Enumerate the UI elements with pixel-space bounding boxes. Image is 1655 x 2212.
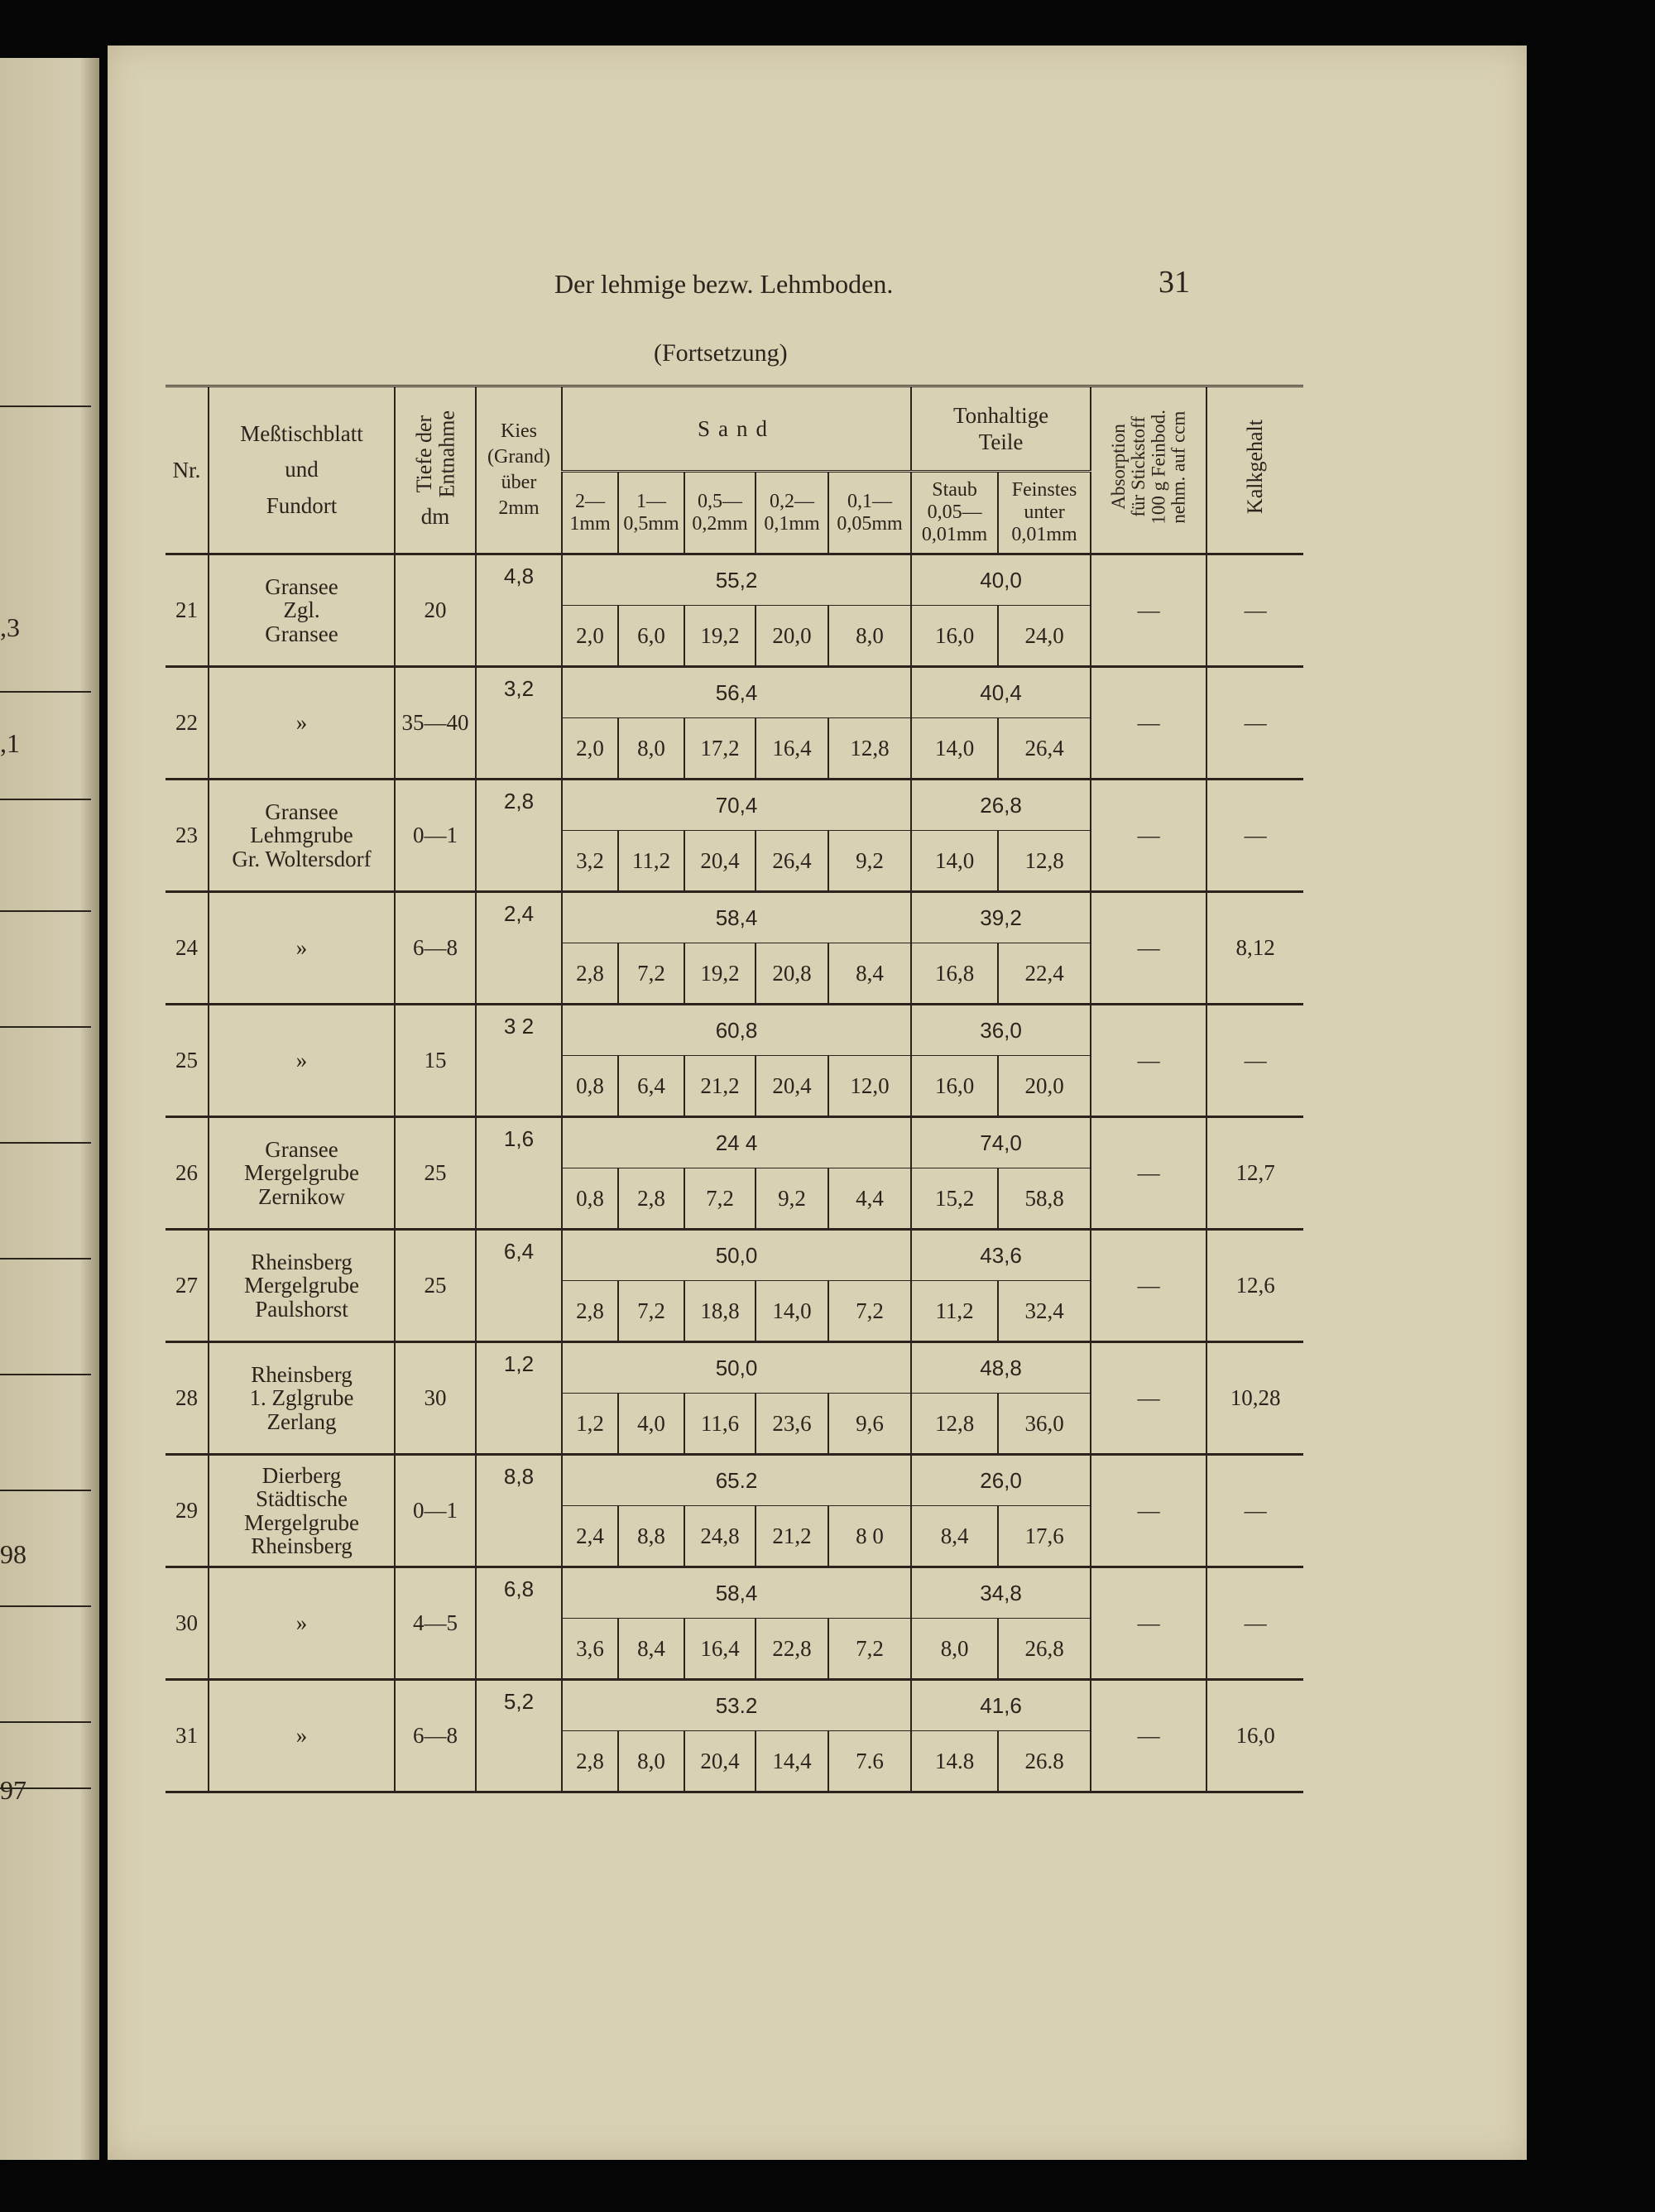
row-sand-fraction: 21,2 — [756, 1506, 828, 1567]
row-ton-total: 40,4 — [911, 667, 1091, 718]
row-place: Rheinsberg 1. Zglgrube Zerlang — [209, 1342, 395, 1455]
row-depth: 0—1 — [395, 1455, 476, 1567]
header-sand-size: 2— 1mm — [562, 472, 618, 554]
row-absorption: — — [1091, 1680, 1206, 1792]
row-nr: 27 — [166, 1230, 209, 1342]
row-sand-fraction: 4,4 — [828, 1168, 911, 1230]
row-sand-fraction: 7,2 — [618, 943, 684, 1005]
table-body — [166, 554, 1303, 1792]
row-sand-fraction: 0,8 — [562, 1168, 618, 1230]
row-place: Gransee Lehmgrube Gr. Woltersdorf — [209, 780, 395, 892]
row-sand-fraction: 9,2 — [828, 831, 911, 892]
soil-analysis-table — [166, 385, 1303, 1793]
row-sand-total: 53.2 — [562, 1680, 911, 1731]
row-ton-total: 26,0 — [911, 1455, 1091, 1506]
row-sand-fraction: 6,0 — [618, 606, 684, 667]
row-place: Rheinsberg Mergelgrube Paulshorst — [209, 1230, 395, 1342]
table-row-totals — [166, 892, 1303, 943]
continuation-note: (Fortsetzung) — [654, 339, 788, 367]
table-row-totals — [166, 1005, 1303, 1056]
header-sand-size: 0,2— 0,1mm — [756, 472, 828, 554]
row-ton-fraction: 36,0 — [998, 1394, 1091, 1455]
row-ton-fraction: 16,0 — [911, 606, 998, 667]
row-sand-fraction: 3,6 — [562, 1619, 618, 1680]
row-kalk: 10,28 — [1206, 1342, 1303, 1455]
page-header — [108, 265, 1527, 310]
row-sand-fraction: 19,2 — [684, 943, 756, 1005]
row-sand-fraction: 26,4 — [756, 831, 828, 892]
left-page-value: 97 — [0, 1775, 26, 1805]
row-sand-fraction: 2,4 — [562, 1506, 618, 1567]
row-place: » — [209, 1680, 395, 1792]
row-sand-fraction: 11,2 — [618, 831, 684, 892]
row-nr: 25 — [166, 1005, 209, 1117]
header-nr: Nr. — [166, 386, 209, 554]
row-nr: 26 — [166, 1117, 209, 1230]
row-sand-fraction: 20,4 — [684, 1731, 756, 1792]
row-sand-total: 55,2 — [562, 554, 911, 606]
table-row-totals — [166, 667, 1303, 718]
row-place: Gransee Mergelgrube Zernikow — [209, 1117, 395, 1230]
row-kalk: — — [1206, 554, 1303, 667]
row-ton-fraction: 26.8 — [998, 1731, 1091, 1792]
row-sand-fraction: 7,2 — [828, 1281, 911, 1342]
row-sand-fraction: 9,2 — [756, 1168, 828, 1230]
table-row-totals — [166, 1230, 1303, 1281]
table-row-totals — [166, 1117, 1303, 1168]
row-ton-fraction: 12,8 — [998, 831, 1091, 892]
row-sand-fraction: 24,8 — [684, 1506, 756, 1567]
row-ton-fraction: 58,8 — [998, 1168, 1091, 1230]
left-page-value: ,3 — [0, 612, 20, 642]
table-row-totals — [166, 1342, 1303, 1394]
row-absorption: — — [1091, 1455, 1206, 1567]
row-kies: 4,8 — [476, 554, 562, 667]
table-row-totals — [166, 554, 1303, 606]
rule — [0, 1605, 91, 1607]
row-kies: 3,2 — [476, 667, 562, 780]
row-sand-fraction: 2,0 — [562, 718, 618, 780]
row-sand-total: 60,8 — [562, 1005, 911, 1056]
row-ton-total: 40,0 — [911, 554, 1091, 606]
rule — [0, 1142, 91, 1144]
row-ton-total: 36,0 — [911, 1005, 1091, 1056]
left-page-value: 98 — [0, 1539, 26, 1569]
row-ton-total: 39,2 — [911, 892, 1091, 943]
row-ton-fraction: 26,8 — [998, 1619, 1091, 1680]
left-page-edge — [0, 58, 99, 2160]
row-ton-fraction: 14,0 — [911, 718, 998, 780]
row-kies: 6,4 — [476, 1230, 562, 1342]
row-kies: 1,2 — [476, 1342, 562, 1455]
header-absorption: Absorption für Stickstoff 100 g Feinbod. nehm. auf ccm — [1091, 386, 1206, 554]
row-sand-fraction: 2,8 — [618, 1168, 684, 1230]
row-ton-total: 26,8 — [911, 780, 1091, 831]
rule — [0, 799, 91, 800]
row-sand-fraction: 18,8 — [684, 1281, 756, 1342]
row-ton-fraction: 24,0 — [998, 606, 1091, 667]
row-sand-fraction: 8,0 — [618, 1731, 684, 1792]
table-row-totals — [166, 1680, 1303, 1731]
header-place: Meßtischblatt und Fundort — [209, 386, 395, 554]
row-ton-fraction: 15,2 — [911, 1168, 998, 1230]
row-ton-fraction: 26,4 — [998, 718, 1091, 780]
row-ton-fraction: 32,4 — [998, 1281, 1091, 1342]
row-sand-fraction: 2,8 — [562, 1731, 618, 1792]
row-depth: 25 — [395, 1117, 476, 1230]
row-sand-fraction: 4,0 — [618, 1394, 684, 1455]
table-row-totals — [166, 1455, 1303, 1506]
header-sand-size: 0,5— 0,2mm — [684, 472, 756, 554]
row-sand-fraction: 8 0 — [828, 1506, 911, 1567]
row-absorption: — — [1091, 892, 1206, 1005]
rule — [0, 1374, 91, 1375]
row-sand-fraction: 20,4 — [756, 1056, 828, 1117]
row-absorption: — — [1091, 667, 1206, 780]
row-sand-fraction: 0,8 — [562, 1056, 618, 1117]
row-sand-fraction: 17,2 — [684, 718, 756, 780]
row-sand-fraction: 7,2 — [618, 1281, 684, 1342]
row-absorption: — — [1091, 1567, 1206, 1680]
row-kalk: 12,6 — [1206, 1230, 1303, 1342]
row-absorption: — — [1091, 1342, 1206, 1455]
row-depth: 6—8 — [395, 1680, 476, 1792]
row-sand-fraction: 2,8 — [562, 943, 618, 1005]
row-sand-fraction: 12,8 — [828, 718, 911, 780]
row-ton-fraction: 11,2 — [911, 1281, 998, 1342]
row-nr: 24 — [166, 892, 209, 1005]
row-absorption: — — [1091, 1005, 1206, 1117]
row-nr: 22 — [166, 667, 209, 780]
row-sand-fraction: 8,4 — [618, 1619, 684, 1680]
header-sand-size: 1— 0,5mm — [618, 472, 684, 554]
row-sand-total: 65.2 — [562, 1455, 911, 1506]
row-sand-total: 58,4 — [562, 892, 911, 943]
row-sand-fraction: 21,2 — [684, 1056, 756, 1117]
rule — [0, 1258, 91, 1260]
rule — [0, 1026, 91, 1028]
row-place: » — [209, 892, 395, 1005]
row-sand-total: 58,4 — [562, 1567, 911, 1619]
row-ton-fraction: 20,0 — [998, 1056, 1091, 1117]
row-place: » — [209, 667, 395, 780]
row-sand-fraction: 20,0 — [756, 606, 828, 667]
running-title: Der lehmige bezw. Lehmboden. — [554, 269, 894, 299]
row-sand-fraction: 9,6 — [828, 1394, 911, 1455]
row-ton-total: 41,6 — [911, 1680, 1091, 1731]
row-sand-fraction: 14,4 — [756, 1731, 828, 1792]
header-kies: Kies (Grand) über 2mm — [476, 386, 562, 554]
header-kalk: Kalkgehalt — [1206, 386, 1303, 554]
row-sand-total: 50,0 — [562, 1230, 911, 1281]
page-number: 31 — [1158, 265, 1190, 300]
row-kalk: — — [1206, 780, 1303, 892]
row-kies: 2,4 — [476, 892, 562, 1005]
row-nr: 28 — [166, 1342, 209, 1455]
row-sand-fraction: 1,2 — [562, 1394, 618, 1455]
row-kies: 8,8 — [476, 1455, 562, 1567]
row-kies: 5,2 — [476, 1680, 562, 1792]
header-ton-size: Feinstes unter 0,01mm — [998, 472, 1091, 554]
row-kies: 2,8 — [476, 780, 562, 892]
row-ton-fraction: 8,0 — [911, 1619, 998, 1680]
row-kalk: — — [1206, 1455, 1303, 1567]
row-kies: 1,6 — [476, 1117, 562, 1230]
row-sand-fraction: 7.6 — [828, 1731, 911, 1792]
row-kies: 3 2 — [476, 1005, 562, 1117]
row-kies: 6,8 — [476, 1567, 562, 1680]
row-sand-fraction: 2,0 — [562, 606, 618, 667]
row-kalk: — — [1206, 667, 1303, 780]
row-sand-fraction: 16,4 — [756, 718, 828, 780]
header-sand-size: 0,1— 0,05mm — [828, 472, 911, 554]
row-place: » — [209, 1005, 395, 1117]
row-sand-fraction: 7,2 — [684, 1168, 756, 1230]
row-depth: 30 — [395, 1342, 476, 1455]
table-row-totals — [166, 780, 1303, 831]
row-ton-total: 74,0 — [911, 1117, 1091, 1168]
row-sand-fraction: 14,0 — [756, 1281, 828, 1342]
rule — [0, 910, 91, 912]
row-sand-fraction: 2,8 — [562, 1281, 618, 1342]
row-sand-fraction: 3,2 — [562, 831, 618, 892]
row-ton-fraction: 16,8 — [911, 943, 998, 1005]
book-page — [108, 46, 1527, 2160]
row-depth: 0—1 — [395, 780, 476, 892]
rule — [0, 1721, 91, 1723]
header-sand: Sand — [562, 386, 911, 472]
row-sand-fraction: 20,8 — [756, 943, 828, 1005]
row-sand-fraction: 6,4 — [618, 1056, 684, 1117]
row-sand-total: 70,4 — [562, 780, 911, 831]
row-ton-fraction: 17,6 — [998, 1506, 1091, 1567]
row-depth: 4—5 — [395, 1567, 476, 1680]
header-ton-size: Staub 0,05— 0,01mm — [911, 472, 998, 554]
row-ton-fraction: 12,8 — [911, 1394, 998, 1455]
row-ton-total: 48,8 — [911, 1342, 1091, 1394]
row-ton-fraction: 16,0 — [911, 1056, 998, 1117]
row-sand-fraction: 8,8 — [618, 1506, 684, 1567]
row-sand-fraction: 19,2 — [684, 606, 756, 667]
table-row-totals — [166, 1567, 1303, 1619]
row-sand-fraction: 8,0 — [828, 606, 911, 667]
header-depth: Tiefe der Entnahme dm — [395, 386, 476, 554]
row-ton-fraction: 22,4 — [998, 943, 1091, 1005]
row-sand-total: 24 4 — [562, 1117, 911, 1168]
row-kalk: 12,7 — [1206, 1117, 1303, 1230]
row-place: » — [209, 1567, 395, 1680]
row-sand-fraction: 8,4 — [828, 943, 911, 1005]
row-sand-fraction: 11,6 — [684, 1394, 756, 1455]
row-depth: 35—40 — [395, 667, 476, 780]
row-sand-fraction: 16,4 — [684, 1619, 756, 1680]
row-sand-total: 50,0 — [562, 1342, 911, 1394]
row-ton-fraction: 14,0 — [911, 831, 998, 892]
row-depth: 20 — [395, 554, 476, 667]
left-page-value: ,1 — [0, 728, 20, 758]
row-kalk: — — [1206, 1005, 1303, 1117]
row-kalk: 8,12 — [1206, 892, 1303, 1005]
row-depth: 6—8 — [395, 892, 476, 1005]
row-kalk: — — [1206, 1567, 1303, 1680]
row-absorption: — — [1091, 554, 1206, 667]
row-sand-fraction: 20,4 — [684, 831, 756, 892]
row-nr: 23 — [166, 780, 209, 892]
row-depth: 15 — [395, 1005, 476, 1117]
row-ton-total: 34,8 — [911, 1567, 1091, 1619]
rule — [0, 691, 91, 693]
row-absorption: — — [1091, 780, 1206, 892]
row-nr: 31 — [166, 1680, 209, 1792]
row-place: Gransee Zgl. Gransee — [209, 554, 395, 667]
row-place: Dierberg Städtische Mergelgrube Rheinsberg — [209, 1455, 395, 1567]
row-nr: 21 — [166, 554, 209, 667]
row-nr: 29 — [166, 1455, 209, 1567]
row-sand-fraction: 8,0 — [618, 718, 684, 780]
row-ton-fraction: 8,4 — [911, 1506, 998, 1567]
row-sand-fraction: 22,8 — [756, 1619, 828, 1680]
header-ton: Tonhaltige Teile — [911, 386, 1091, 472]
rule — [0, 1490, 91, 1491]
row-sand-fraction: 7,2 — [828, 1619, 911, 1680]
row-ton-fraction: 14.8 — [911, 1731, 998, 1792]
row-sand-fraction: 12,0 — [828, 1056, 911, 1117]
row-sand-total: 56,4 — [562, 667, 911, 718]
row-kalk: 16,0 — [1206, 1680, 1303, 1792]
row-sand-fraction: 23,6 — [756, 1394, 828, 1455]
row-absorption: — — [1091, 1230, 1206, 1342]
row-ton-total: 43,6 — [911, 1230, 1091, 1281]
row-depth: 25 — [395, 1230, 476, 1342]
rule — [0, 405, 91, 407]
row-nr: 30 — [166, 1567, 209, 1680]
row-absorption: — — [1091, 1117, 1206, 1230]
